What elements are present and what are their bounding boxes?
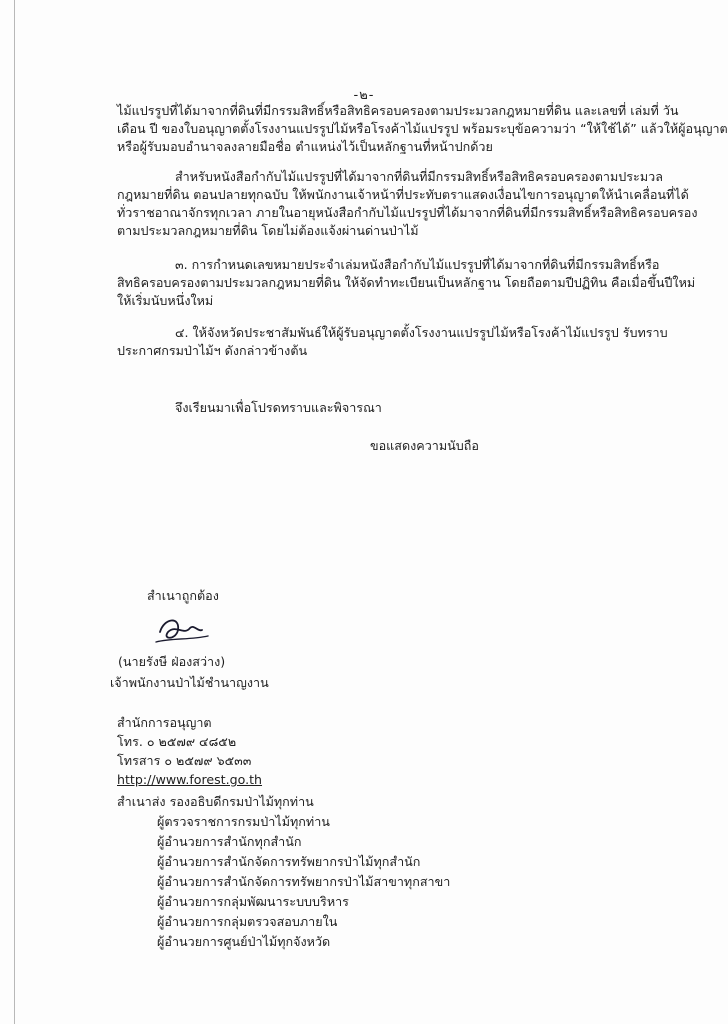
text-line: ประกาศกรมป่าไม้ฯ ดังกล่าวข้างต้น <box>117 343 308 358</box>
certified-copy-label: สำเนาถูกต้อง <box>147 588 219 603</box>
contact-block <box>117 713 262 789</box>
closing-text: ขอแสดงความนับถือ <box>370 438 479 453</box>
cc-item: ผู้อำนวยการสำนักจัดการทรัพยากรป่าไม้ทุกสำนัก <box>157 854 421 869</box>
cc-item: ผู้อำนวยการกลุ่มพัฒนาระบบบริหาร <box>157 894 349 909</box>
cc-item: ผู้อำนวยการสำนักทุกสำนัก <box>157 834 302 849</box>
text-line: ให้เริ่มนับหนึ่งใหม่ <box>117 293 214 308</box>
cc-item: ผู้อำนวยการศูนย์ป่าไม้ทุกจังหวัด <box>157 934 331 949</box>
paragraph-4 <box>117 324 697 360</box>
text-line: หรือผู้รับมอบอำนาจลงลายมือชื่อ ตำแหน่งไว้เป็นหลักฐานที่หน้าปกด้วย <box>117 139 493 154</box>
paragraph-2 <box>117 168 697 240</box>
scan-edge-line <box>14 0 15 1024</box>
handwritten-signature <box>150 610 220 650</box>
cc-item: ผู้ตรวจราชการกรมป่าไม้ทุกท่าน <box>157 814 330 829</box>
text-line: ๓. การกำหนดเลขหมายประจำเล่มหนังสือกำกับไม้แปรรูปที่ได้มาจากที่ดินที่มีกรรมสิทธิ์หรือ <box>175 257 660 272</box>
text-line: สิทธิครอบครองตามประมวลกฎหมายที่ดิน ให้จัดทำทะเบียนเป็นหลักฐาน โดยถือตามปีปฏิทิน คือเมื่อขึ้นปีใหม่ <box>117 275 696 290</box>
phone-number: โทร. ๐ ๒๕๗๙ ๔๘๕๒ <box>117 734 237 749</box>
paragraph-3 <box>117 256 697 310</box>
salutation: จึงเรียนมาเพื่อโปรดทราบและพิจารณา <box>175 400 382 415</box>
text-line: ไม้แปรรูปที่ได้มาจากที่ดินที่มีกรรมสิทธิ์หรือสิทธิครอบครองตามประมวลกฎหมายที่ดิน และเลขที่ เล่มที่ วัน <box>117 103 679 118</box>
text-line: เดือน ปี ของใบอนุญาตตั้งโรงงานแปรรูปไม้หรือโรงค้าไม้แปรรูป พร้อมระบุข้อความว่า “ให้ใช้ได้” แล้วให้ผู้อนุญาต <box>117 121 728 136</box>
text-line: ทั่วราชอาณาจักรทุกเวลา ภายในอายุหนังสือกำกับไม้แปรรูปที่ได้มาจากที่ดินที่มีกรรมสิทธิ์หรือสิทธิครอบครอง <box>117 205 698 220</box>
text-line: กฎหมายที่ดิน ตอนปลายทุกฉบับ ให้พนักงานเจ้าหน้าที่ประทับตราแสดงเงื่อนไขการอนุญาตให้นำเคลื่อนที่ได้ <box>117 187 689 202</box>
cc-label: สำเนาส่ง รองอธิบดีกรมป่าไม้ทุกท่าน <box>117 794 314 809</box>
text-line: สำหรับหนังสือกำกับไม้แปรรูปที่ได้มาจากที่ดินที่มีกรรมสิทธิ์หรือสิทธิครอบครองตามประมวล <box>175 169 663 184</box>
paragraph-1 <box>117 102 728 156</box>
text-line: ๔. ให้จังหวัดประชาสัมพันธ์ให้ผู้รับอนุญาตตั้งโรงงานแปรรูปไม้หรือโรงค้าไม้แปรรูป รับทราบ <box>175 325 668 340</box>
office-name: สำนักการอนุญาต <box>117 715 212 730</box>
cc-item: ผู้อำนวยการสำนักจัดการทรัพยากรป่าไม้สาขาทุกสาขา <box>157 874 451 889</box>
cc-list <box>117 792 450 952</box>
page-number: -๒- <box>353 88 375 103</box>
cc-item: ผู้อำนวยการกลุ่มตรวจสอบภายใน <box>157 914 338 929</box>
website-link[interactable]: http://www.forest.go.th <box>117 772 263 787</box>
signer-title: เจ้าพนักงานป่าไม้ชำนาญงาน <box>110 675 269 690</box>
signer-name: (นายรังษี ฝ่องสว่าง) <box>118 654 226 669</box>
text-line: ตามประมวลกฎหมายที่ดิน โดยไม่ต้องแจ้งผ่านด่านป่าไม้ <box>117 223 419 238</box>
fax-number: โทรสาร ๐ ๒๕๗๙ ๖๕๓๓ <box>117 753 252 768</box>
